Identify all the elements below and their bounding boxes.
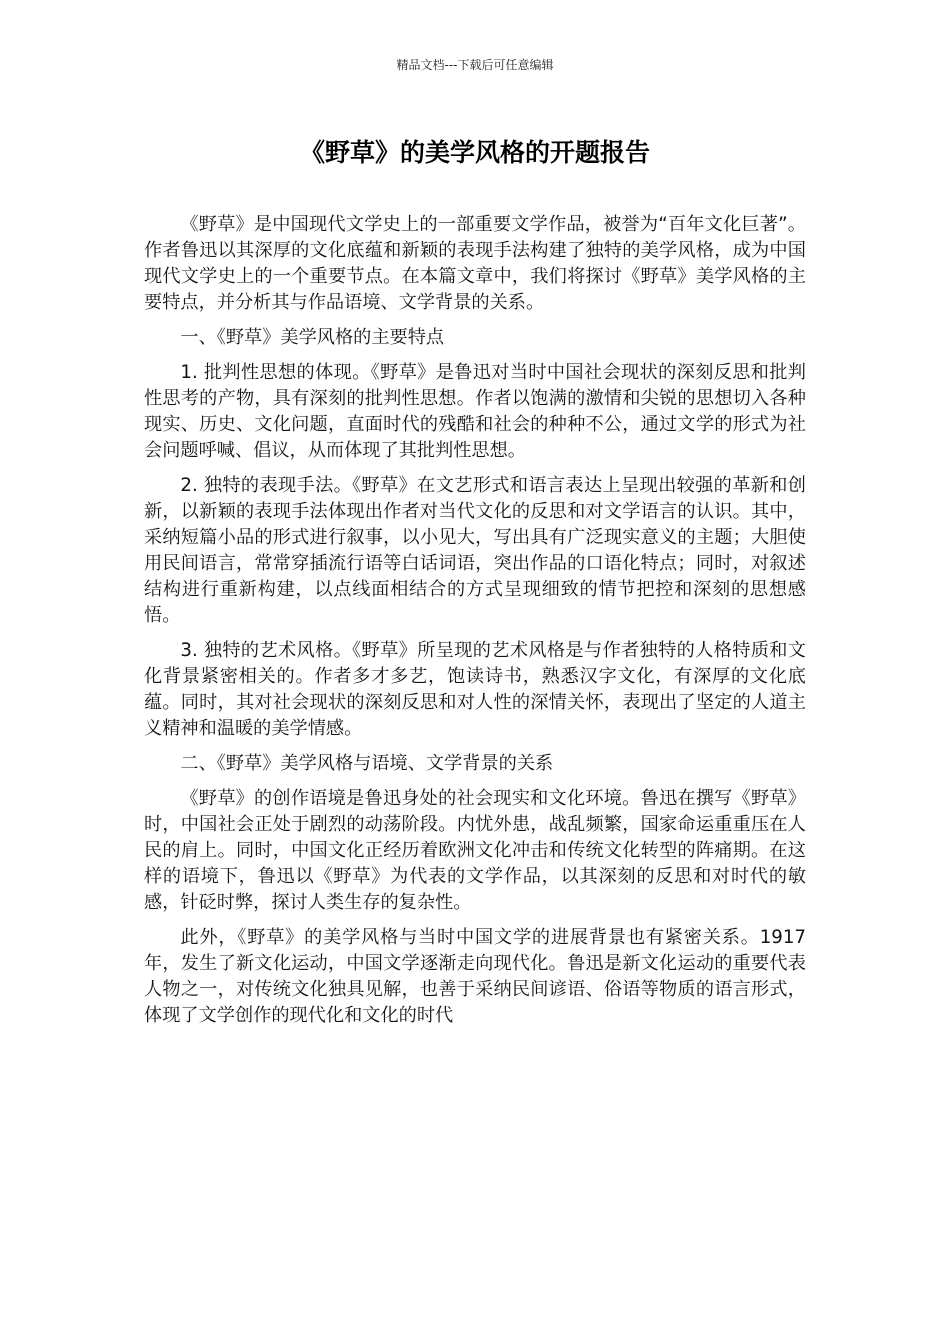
background-paragraph: 此外，《野草》的美学风格与当时中国文学的进展背景也有紧密关系。1917年，发生了新文化运动，中国文学逐渐走向现代化。鲁迅是新文化运动的重要代表人物之一，对传统文化独具见解，也善于采纳民间谚语、俗语等物质的语言形式，体现了文学创作的现代化和文化的时代 xyxy=(144,927,806,1026)
section-heading-1: 一、《野草》美学风格的主要特点 xyxy=(180,327,445,348)
document-body xyxy=(144,212,806,1038)
header-note: 精品文档---下载后可任意编辑 xyxy=(396,58,554,72)
document-title: 《野草》的美学风格的开题报告 xyxy=(299,138,650,167)
point-2-paragraph: 2. 独特的表现手法。《野草》在文艺形式和语言表达上呈现出较强的革新和创新，以新颖的表现手法体现出作者对当代文化的反思和对文学语言的认识。其中，采纳短篇小品的形式进行叙事，以小见大，写出具有广泛现实意义的主题；大胆使用民间语言，常常穿插流行语等白话词语，突出作品的口语化特点；同时，对叙述结构进行重新构建，以点线面相结合的方式呈现细致的情节把控和深刻的思想感悟。 xyxy=(144,475,806,626)
intro-paragraph: 《野草》是中国现代文学史上的一部重要文学作品，被誉为“百年文化巨著”。作者鲁迅以其深厚的文化底蕴和新颖的表现手法构建了独特的美学风格，成为中国现代文学史上的一个重要节点。在本篇文章中，我们将探讨《野草》美学风格的主要特点，并分析其与作品语境、文学背景的关系。 xyxy=(144,214,806,313)
point-3-paragraph: 3. 独特的艺术风格。《野草》所呈现的艺术风格是与作者独特的人格特质和文化背景紧密相关的。作者多才多艺，饱读诗书，熟悉汉字文化，有深厚的文化底蕴。同时，其对社会现状的深刻反思和对人性的深情关怀，表现出了坚定的人道主义精神和温暖的美学情感。 xyxy=(144,640,806,739)
context-paragraph: 《野草》的创作语境是鲁迅身处的社会现实和文化环境。鲁迅在撰写《野草》时，中国社会正处于剧烈的动荡阶段。内忧外患，战乱频繁，国家命运重重压在人民的肩上。同时，中国文化正经历着欧洲文化冲击和传统文化转型的阵痛期。在这样的语境下，鲁迅以《野草》为代表的文学作品，以其深刻的反思和对时代的敏感，针砭时弊，探讨人类生存的复杂性。 xyxy=(144,788,806,913)
section-heading-2: 二、《野草》美学风格与语境、文学背景的关系 xyxy=(180,753,554,774)
point-1-paragraph: 1. 批判性思想的体现。《野草》是鲁迅对当时中国社会现状的深刻反思和批判性思考的产物，具有深刻的批判性思想。作者以饱满的激情和尖锐的思想切入各种现实、历史、文化问题，直面时代的残酷和社会的种种不公，通过文学的形式为社会问题呼喊、倡议，从而体现了其批判性思想。 xyxy=(144,362,806,461)
